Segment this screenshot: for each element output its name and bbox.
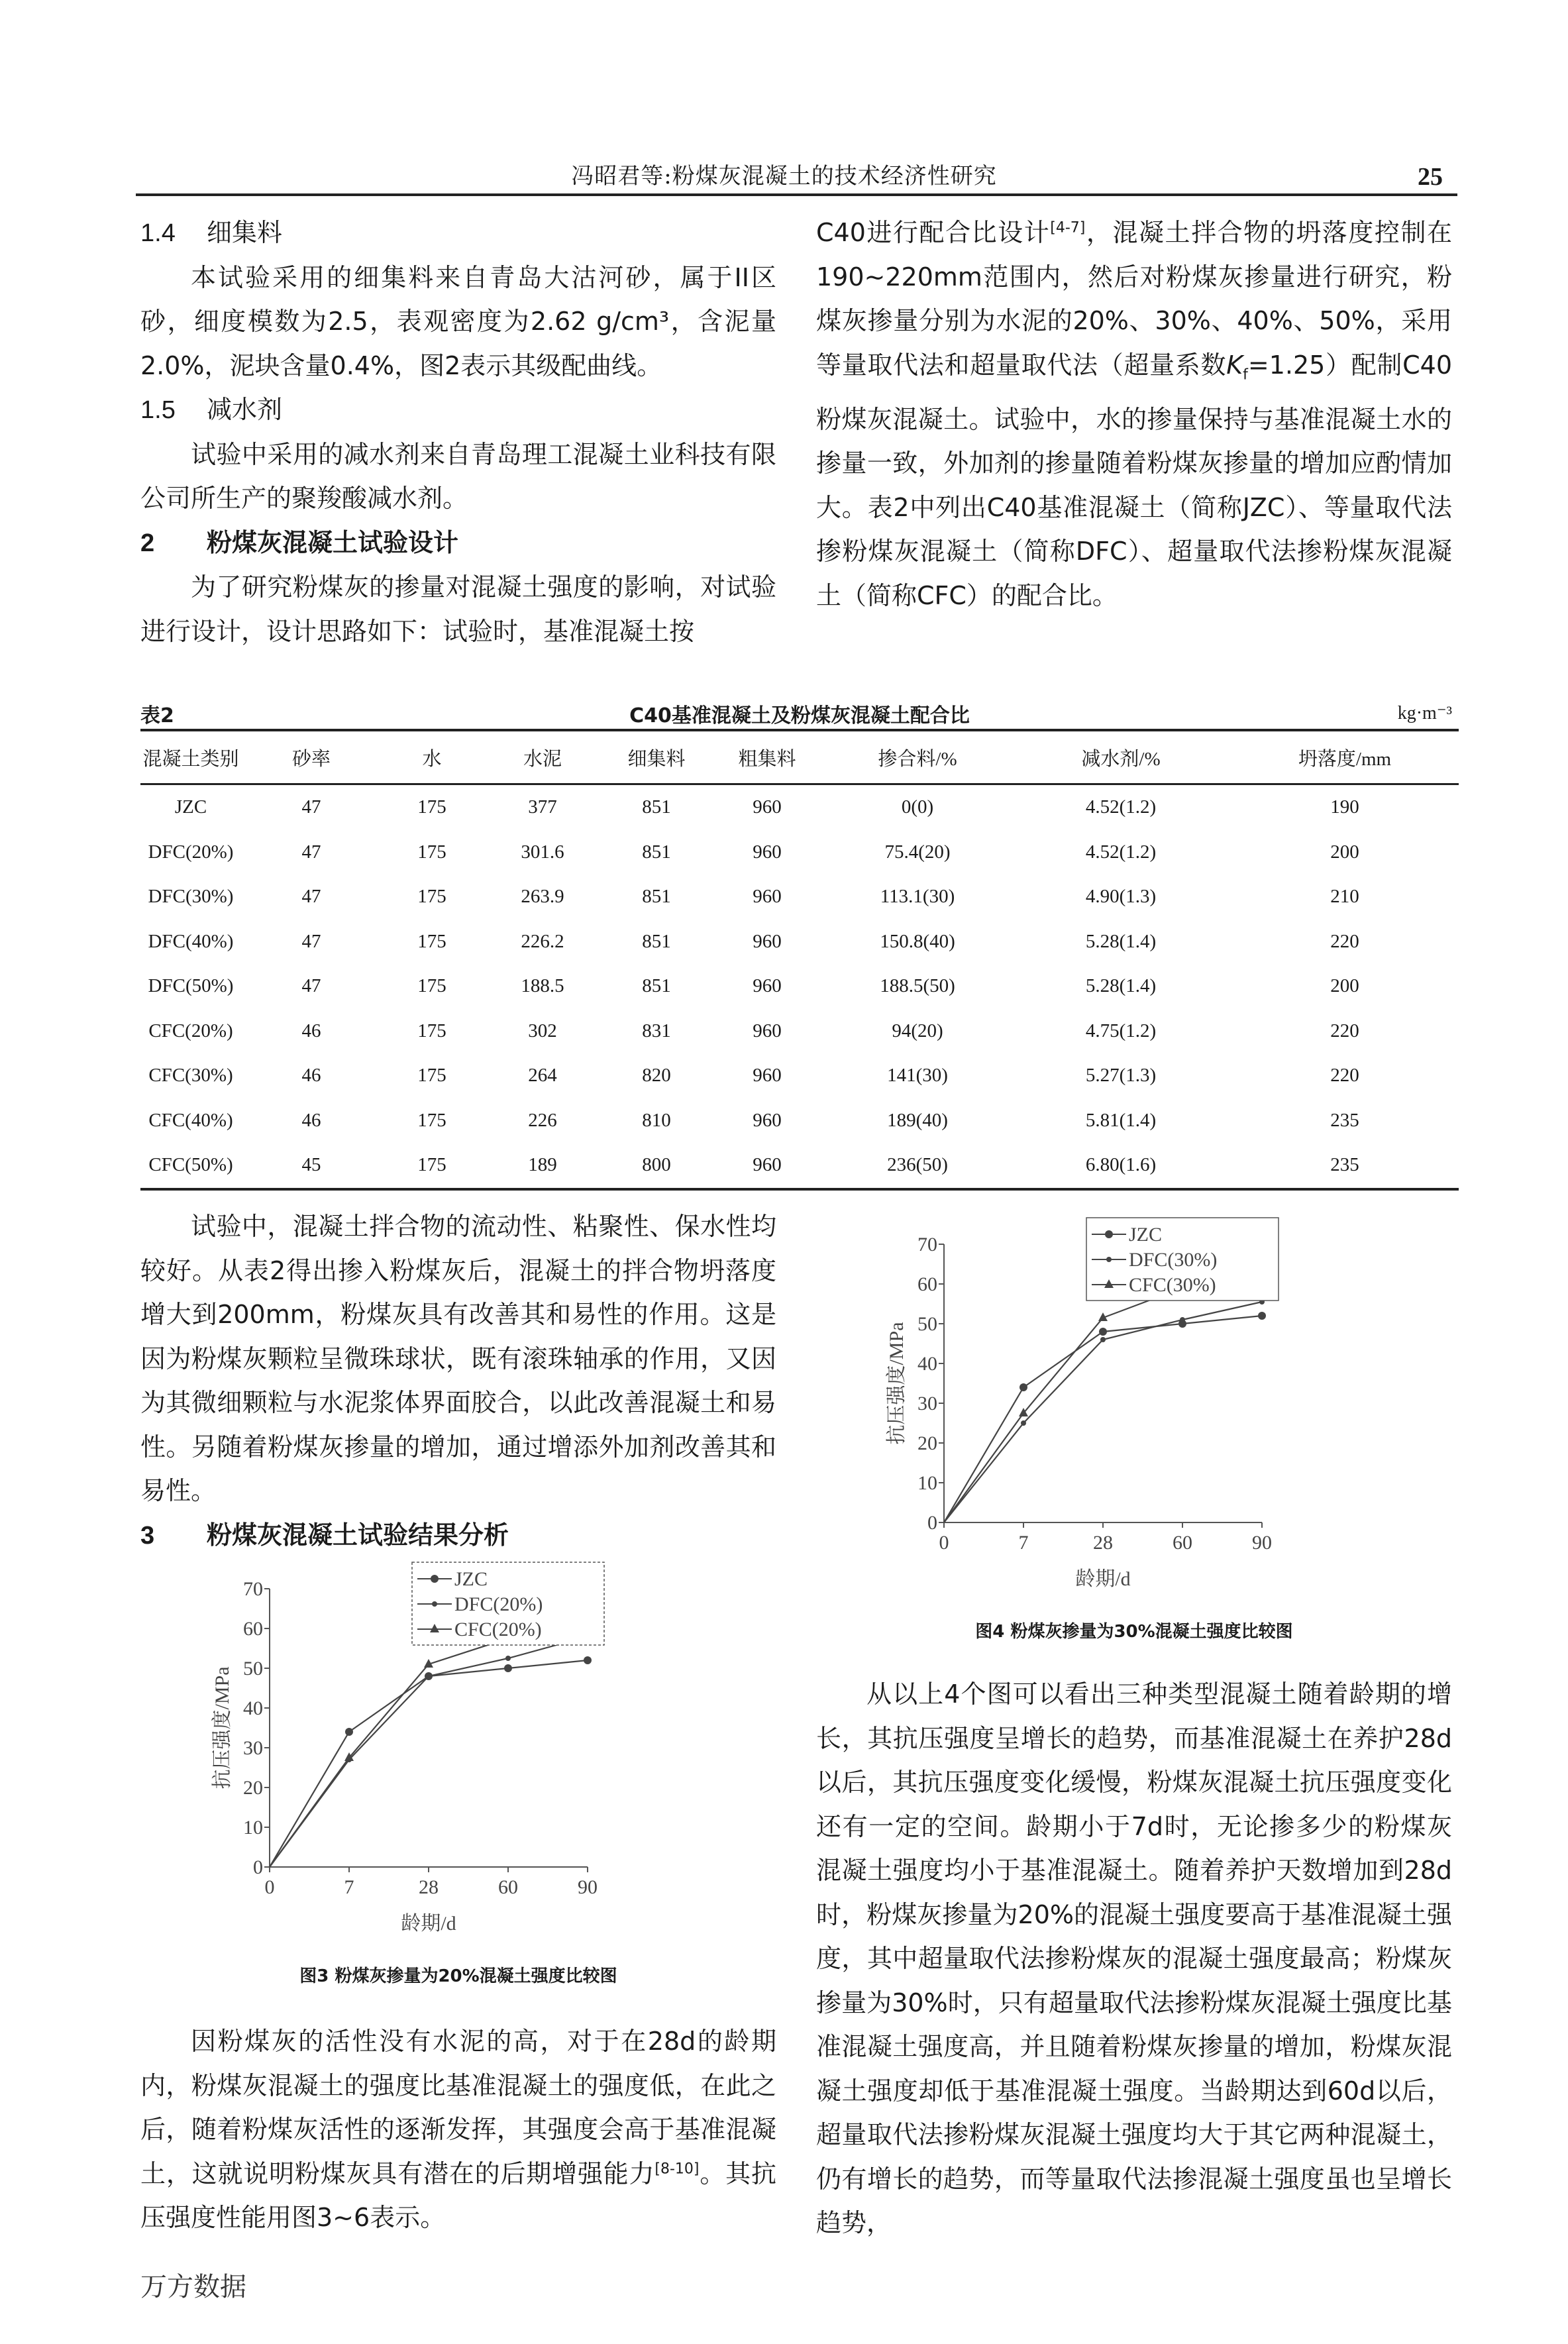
data-point bbox=[1019, 1383, 1027, 1391]
table-cell: 5.28(1.4) bbox=[1085, 930, 1157, 952]
variable-subscript: f bbox=[1243, 366, 1248, 384]
text-segment: ，混凝土拌合物的坍落度控制在190~220mm范围内，然后对粉煤灰掺量进行研究，粉煤灰掺量分别为水泥的20%、30%、40%、50%，采用等量取代法和超量取代法（超量系数 bbox=[816, 218, 1452, 380]
table-cell: 189(40) bbox=[887, 1109, 948, 1131]
table-cell: 960 bbox=[753, 841, 782, 863]
legend-label: DFC(20%) bbox=[454, 1593, 543, 1615]
section-title: 粉煤灰混凝土试验设计 bbox=[207, 527, 459, 557]
table-cell: 175 bbox=[417, 1109, 446, 1131]
x-tick-label: 60 bbox=[1173, 1532, 1192, 1554]
series-DFC(20%) bbox=[270, 1634, 590, 1867]
y-tick-label: 70 bbox=[243, 1578, 263, 1600]
figure-4-chart bbox=[881, 1212, 1358, 1610]
table-cell: 47 bbox=[301, 930, 321, 952]
y-tick-label: 70 bbox=[917, 1234, 937, 1255]
data-point bbox=[584, 1656, 592, 1664]
table-cell: 235 bbox=[1330, 1154, 1359, 1176]
table-cell: 226 bbox=[528, 1109, 557, 1131]
section-number: 1.5 bbox=[140, 396, 176, 424]
table-cell: 46 bbox=[301, 1065, 321, 1087]
table-cell: 820 bbox=[642, 1065, 671, 1087]
table-cell: 188.5(50) bbox=[880, 975, 955, 997]
table-cell: 47 bbox=[301, 841, 321, 863]
y-axis-label: 抗压强度/MPa bbox=[211, 1666, 233, 1789]
mix-proportion-table bbox=[140, 729, 1459, 1191]
text-segment: =1.25）配制C40粉煤灰混凝土。试验中，水的掺量保持与基准混凝土水的掺量一致，外加剂的掺量随着粉煤灰掺量的增加应酌情加大。表2中列出C40基准混凝土（简称JZC）、等量取代法掺粉煤灰混凝土（简称DFC）、超量取代法掺粉煤灰混凝土（简称CFC）的配合比。 bbox=[816, 350, 1452, 610]
table-cell: 150.8(40) bbox=[880, 930, 955, 952]
table-cell: DFC(20%) bbox=[148, 841, 234, 863]
table-cell: 141(30) bbox=[887, 1065, 948, 1087]
table-cell: DFC(50%) bbox=[148, 975, 234, 997]
table-cell: 75.4(20) bbox=[884, 841, 951, 863]
data-point bbox=[505, 1656, 511, 1661]
data-point bbox=[432, 1601, 437, 1607]
right-column-bottom bbox=[816, 1672, 1452, 2245]
series-CFC(20%) bbox=[270, 1611, 592, 1867]
table-unit: kg·m⁻³ bbox=[1397, 703, 1452, 723]
header-rule bbox=[136, 193, 1457, 196]
table-cell: 236(50) bbox=[887, 1154, 948, 1176]
table-cell: 175 bbox=[417, 841, 446, 863]
table-cell: 5.81(1.4) bbox=[1085, 1109, 1157, 1131]
table-cell: 0(0) bbox=[901, 796, 934, 818]
column-header: 坍落度/mm bbox=[1298, 748, 1392, 770]
section-title: 减水剂 bbox=[207, 395, 283, 424]
data-point bbox=[345, 1728, 353, 1736]
paragraph-water-reducer: 试验中采用的减水剂来自青岛理工混凝土业科技有限公司所生产的聚羧酸减水剂。 bbox=[140, 439, 776, 513]
data-point bbox=[426, 1674, 431, 1679]
table-header-row bbox=[140, 730, 1459, 784]
legend-label: CFC(30%) bbox=[1129, 1274, 1216, 1296]
figure-3-chart bbox=[207, 1557, 684, 1954]
table-cell: 264 bbox=[528, 1065, 557, 1087]
table-cell: 960 bbox=[753, 930, 782, 952]
citation: [4-7] bbox=[1050, 219, 1086, 237]
y-tick-label: 50 bbox=[917, 1313, 937, 1335]
table-cell: 220 bbox=[1330, 1065, 1359, 1087]
series-line bbox=[270, 1660, 588, 1867]
paragraph-fine-aggregate: 本试验采用的细集料来自青岛大沽河砂，属于II区砂，细度模数为2.5，表观密度为2.62 g/cm³，含泥量2.0%，泥块含量0.4%，图2表示其级配曲线。 bbox=[140, 262, 776, 380]
paragraph-test-design: 为了研究粉煤灰的掺量对混凝土强度的影响，对试验进行设计，设计思路如下：试验时，基准混凝土按 bbox=[140, 572, 776, 646]
table-row bbox=[140, 1053, 1459, 1098]
data-point bbox=[1099, 1328, 1107, 1336]
series-line bbox=[944, 1264, 1262, 1522]
y-tick-label: 0 bbox=[253, 1856, 263, 1878]
table-cell: CFC(40%) bbox=[148, 1109, 233, 1131]
y-tick-label: 20 bbox=[243, 1777, 263, 1799]
y-tick-label: 60 bbox=[243, 1618, 263, 1640]
column-header: 混凝土类别 bbox=[142, 748, 239, 770]
left-column-bottom bbox=[140, 2019, 776, 2240]
table-cell: 4.75(1.2) bbox=[1085, 1020, 1157, 1041]
table-cell: CFC(50%) bbox=[148, 1154, 233, 1176]
data-point bbox=[431, 1575, 439, 1583]
left-column-mid bbox=[140, 1204, 776, 1558]
table-cell: 960 bbox=[753, 1109, 782, 1131]
table-cell: 851 bbox=[642, 930, 671, 952]
table-cell: 210 bbox=[1330, 886, 1359, 908]
column-header: 砂率 bbox=[291, 748, 331, 770]
column-header: 掺合料/% bbox=[878, 748, 957, 770]
table-cell: 4.52(1.2) bbox=[1085, 841, 1157, 863]
table-cell: 47 bbox=[301, 796, 321, 818]
table-cell: 6.80(1.6) bbox=[1085, 1154, 1157, 1176]
table-cell: 960 bbox=[753, 1154, 782, 1176]
series-line bbox=[944, 1316, 1262, 1522]
series-line bbox=[270, 1617, 588, 1867]
table-cell: CFC(30%) bbox=[148, 1065, 233, 1087]
data-point bbox=[504, 1664, 512, 1672]
x-tick-label: 90 bbox=[578, 1876, 598, 1898]
table-row bbox=[140, 1098, 1459, 1144]
x-tick-label: 7 bbox=[1018, 1532, 1029, 1554]
table-cell: 113.1(30) bbox=[880, 886, 955, 908]
table-cell: 175 bbox=[417, 886, 446, 908]
table-cell: 175 bbox=[417, 1154, 446, 1176]
column-header: 水泥 bbox=[523, 748, 562, 770]
table-cell: 851 bbox=[642, 886, 671, 908]
section-number: 1.4 bbox=[140, 219, 176, 247]
table-cell: 960 bbox=[753, 975, 782, 997]
table-row bbox=[140, 830, 1459, 875]
table-row bbox=[140, 920, 1459, 965]
x-tick-label: 28 bbox=[1093, 1532, 1113, 1554]
table-cell: 46 bbox=[301, 1109, 321, 1131]
table-cell: 263.9 bbox=[521, 886, 564, 908]
x-axis-label: 龄期/d bbox=[1075, 1568, 1131, 1590]
table-cell: 220 bbox=[1330, 1020, 1359, 1041]
table-cell: 45 bbox=[301, 1154, 321, 1176]
table-cell: 960 bbox=[753, 796, 782, 818]
y-tick-label: 50 bbox=[243, 1658, 263, 1679]
table-cell: 960 bbox=[753, 886, 782, 908]
table-cell: 190 bbox=[1330, 796, 1359, 818]
table-cell: 5.28(1.4) bbox=[1085, 975, 1157, 997]
data-point bbox=[1100, 1337, 1106, 1342]
table-row bbox=[140, 1009, 1459, 1054]
legend-label: DFC(30%) bbox=[1129, 1249, 1218, 1271]
table-cell: 94(20) bbox=[892, 1020, 943, 1041]
table-row bbox=[140, 1143, 1459, 1189]
table-cell: DFC(30%) bbox=[148, 886, 234, 908]
x-tick-label: 0 bbox=[939, 1532, 949, 1554]
y-tick-label: 40 bbox=[243, 1697, 263, 1719]
variable-k: K bbox=[1226, 350, 1243, 380]
section-title: 粉煤灰混凝土试验结果分析 bbox=[207, 1520, 509, 1550]
table-cell: 188.5 bbox=[521, 975, 564, 997]
right-column-top bbox=[816, 211, 1452, 617]
y-tick-label: 10 bbox=[243, 1817, 263, 1838]
table-cell: 960 bbox=[753, 1065, 782, 1087]
citation: [8-10] bbox=[654, 2160, 700, 2177]
page-number: 25 bbox=[1418, 163, 1443, 191]
series-line bbox=[270, 1636, 588, 1867]
section-3-heading bbox=[140, 1513, 776, 1558]
legend-label: JZC bbox=[454, 1568, 488, 1590]
data-point bbox=[1258, 1312, 1266, 1320]
chart-legend bbox=[412, 1562, 604, 1645]
legend-label: CFC(20%) bbox=[454, 1619, 542, 1640]
section-title: 细集料 bbox=[207, 218, 283, 247]
table-cell: 47 bbox=[301, 975, 321, 997]
section-1-5-heading bbox=[140, 388, 776, 433]
table-cell: 810 bbox=[642, 1109, 671, 1131]
table-cell: 851 bbox=[642, 796, 671, 818]
chart-legend bbox=[1086, 1218, 1279, 1301]
x-tick-label: 90 bbox=[1252, 1532, 1272, 1554]
table-cell: 175 bbox=[417, 1065, 446, 1087]
y-axis-label: 抗压强度/MPa bbox=[886, 1322, 908, 1445]
x-tick-label: 0 bbox=[264, 1876, 275, 1898]
section-number: 3 bbox=[140, 1521, 155, 1550]
running-title: 冯昭君等:粉煤灰混凝土的技术经济性研究 bbox=[571, 163, 997, 189]
column-header: 粗集料 bbox=[738, 748, 796, 770]
paragraph-pozzolanic-activity bbox=[140, 2019, 776, 2240]
paragraph-workability: 试验中，混凝土拌合物的流动性、粘聚性、保水性均较好。从表2得出掺入粉煤灰后，混凝土的拌合物坍落度增大到200mm，粉煤灰具有改善其和易性的作用。这是因为粉煤灰颗粒呈微珠球状，既有滚珠轴承的作用，又因为其微细颗粒与水泥浆体界面胶合，以此改善混凝土和易性。另随着粉煤灰掺量的增加，通过增添外加剂改善其和易性。 bbox=[140, 1212, 776, 1505]
paragraph-mix-design bbox=[816, 211, 1452, 617]
section-1-4-heading bbox=[140, 211, 776, 256]
table-cell: 226.2 bbox=[521, 930, 564, 952]
table-cell: 960 bbox=[753, 1020, 782, 1041]
table-cell: 46 bbox=[301, 1020, 321, 1041]
x-tick-label: 60 bbox=[498, 1876, 518, 1898]
table-cell: CFC(20%) bbox=[148, 1020, 233, 1041]
wanfang-logo-text: 万方数据 bbox=[140, 2272, 246, 2302]
section-2-heading bbox=[140, 521, 776, 566]
column-header: 水 bbox=[422, 748, 442, 770]
table-cell: 302 bbox=[528, 1020, 557, 1041]
data-point bbox=[1106, 1257, 1112, 1262]
table-cell: 235 bbox=[1330, 1109, 1359, 1131]
table-cell: DFC(40%) bbox=[148, 930, 234, 952]
figure-4-caption: 图4 粉煤灰掺量为30%混凝土强度比较图 bbox=[975, 1622, 1293, 1642]
x-tick-label: 7 bbox=[344, 1876, 354, 1898]
section-number: 2 bbox=[140, 529, 155, 557]
table-cell: 831 bbox=[642, 1020, 671, 1041]
table-cell: 4.90(1.3) bbox=[1085, 886, 1157, 908]
table-cell: 220 bbox=[1330, 930, 1359, 952]
table-cell: 301.6 bbox=[521, 841, 564, 863]
text-segment: C40进行配合比设计 bbox=[816, 218, 1051, 247]
table-cell: 200 bbox=[1330, 841, 1359, 863]
table-cell: 175 bbox=[417, 1020, 446, 1041]
figure-3-caption: 图3 粉煤灰掺量为20%混凝土强度比较图 bbox=[299, 1966, 617, 1986]
table-cell: 200 bbox=[1330, 975, 1359, 997]
table-cell: JZC bbox=[174, 796, 207, 818]
table-cell: 175 bbox=[417, 975, 446, 997]
table-caption bbox=[140, 699, 1459, 732]
figure-3-svg bbox=[207, 1557, 684, 1954]
y-tick-label: 10 bbox=[917, 1472, 937, 1494]
data-point bbox=[1180, 1317, 1185, 1322]
y-tick-label: 60 bbox=[917, 1273, 937, 1295]
table-cell: 800 bbox=[642, 1154, 671, 1176]
table-cell: 47 bbox=[301, 886, 321, 908]
table-title: C40基准混凝土及粉煤灰混凝土配合比 bbox=[629, 704, 970, 727]
column-header: 减水剂/% bbox=[1081, 748, 1161, 770]
paragraph-results-discussion: 从以上4个图可以看出三种类型混凝土随着龄期的增长，其抗压强度呈增长的趋势，而基准混凝土在养护28d以后，其抗压强度变化缓慢，粉煤灰混凝土抗压强度变化还有一定的空间。龄期小于7d时，无论掺多少的粉煤灰混凝土强度均小于基准混凝土。随着养护天数增加到28d时，粉煤灰掺量为20%的混凝土强度要高于基准混凝土强度，其中超量取代法掺粉煤灰的混凝土强度最高；粉煤灰掺量为30%时，只有超量取代法掺粉煤灰混凝土强度比基准混凝土强度高，并且随着粉煤灰掺量的增加，粉煤灰混凝土强度却低于基准混凝土强度。当龄期达到60d以后，超量取代法掺粉煤灰混凝土强度均大于其它两种混凝土，仍有增长的趋势，而等量取代法掺混凝土强度虽也呈增长趋势， bbox=[816, 1679, 1452, 2237]
table-row bbox=[140, 875, 1459, 920]
table-cell: 377 bbox=[528, 796, 557, 818]
text-segment: 因粉煤灰的活性没有水泥的高，对于在28d的龄期内，粉煤灰混凝土的强度比基准混凝土的强度低，在此之后，随着粉煤灰活性的逐渐发挥，其强度会高于基准混凝土，这就说明粉煤灰具有潜在的后期增强能力 bbox=[140, 2027, 776, 2188]
table-cell: 175 bbox=[417, 796, 446, 818]
x-axis-label: 龄期/d bbox=[401, 1913, 456, 1935]
legend-label: JZC bbox=[1129, 1224, 1163, 1246]
table-row bbox=[140, 964, 1459, 1009]
y-tick-label: 0 bbox=[927, 1512, 937, 1534]
y-tick-label: 20 bbox=[917, 1432, 937, 1454]
data-point bbox=[1105, 1230, 1113, 1238]
table-cell: 5.27(1.3) bbox=[1085, 1065, 1157, 1087]
figure-4-svg bbox=[881, 1212, 1358, 1610]
text-segment: 。其抗压强度性能用图3~6表示。 bbox=[140, 2158, 776, 2232]
y-tick-label: 30 bbox=[243, 1737, 263, 1759]
data-point bbox=[1021, 1420, 1026, 1426]
left-column-top bbox=[140, 211, 776, 653]
series-JZC bbox=[944, 1312, 1266, 1522]
series-JZC bbox=[270, 1656, 592, 1867]
table-cell: 189 bbox=[528, 1154, 557, 1176]
table-row bbox=[140, 784, 1459, 830]
table-label: 表2 bbox=[140, 704, 174, 727]
table-cell: 175 bbox=[417, 930, 446, 952]
table-cell: 851 bbox=[642, 841, 671, 863]
table-cell: 4.52(1.2) bbox=[1085, 796, 1157, 818]
y-tick-label: 30 bbox=[917, 1393, 937, 1414]
y-tick-label: 40 bbox=[917, 1353, 937, 1375]
x-tick-label: 28 bbox=[419, 1876, 439, 1898]
column-header: 细集料 bbox=[627, 748, 686, 770]
table-cell: 851 bbox=[642, 975, 671, 997]
